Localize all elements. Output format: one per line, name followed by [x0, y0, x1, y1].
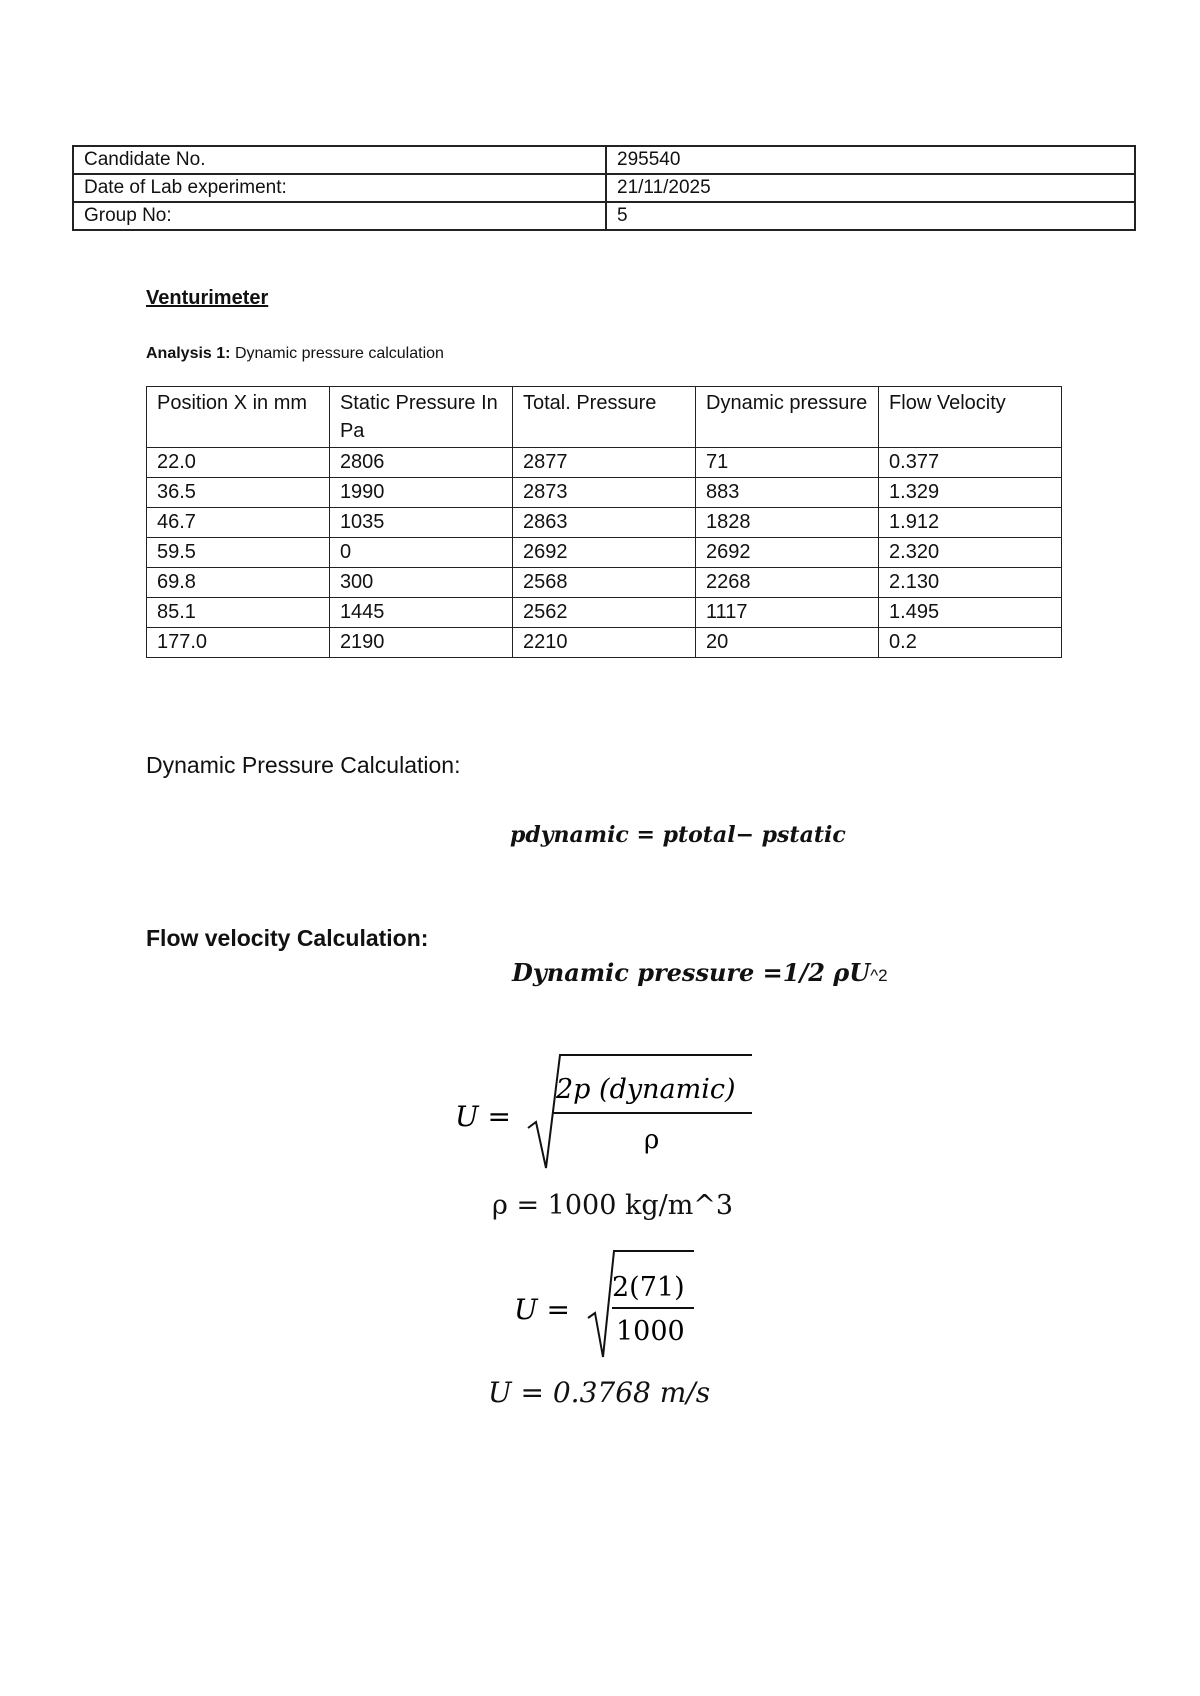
info-value: 5: [606, 202, 1135, 230]
table-cell: 20: [696, 628, 879, 658]
equation-superscript: ^2: [870, 966, 888, 985]
analysis-label: Analysis 1:: [146, 345, 231, 362]
flow-velocity-heading: Flow velocity Calculation:: [146, 925, 429, 951]
table-cell: 1.912: [879, 508, 1062, 538]
table-cell: 0.377: [879, 448, 1062, 478]
table-cell: 46.7: [147, 508, 330, 538]
table-cell: 1.495: [879, 598, 1062, 628]
info-label: Candidate No.: [73, 146, 606, 174]
column-header: Position X in mm: [147, 387, 330, 448]
table-cell: 2562: [512, 598, 695, 628]
column-header: Static Pressure In Pa: [329, 387, 512, 448]
formula-numerator: 2p (dynamic): [556, 1074, 736, 1105]
table-cell: 0.2: [879, 628, 1062, 658]
table-cell: 2268: [696, 568, 879, 598]
dynamic-pressure-equation: pdynamic = ptotal− pstatic: [510, 822, 846, 848]
table-cell: 2692: [512, 538, 695, 568]
table-cell: 2873: [512, 478, 695, 508]
table-cell: 2190: [329, 628, 512, 658]
substitution-lhs: U =: [514, 1293, 570, 1326]
equation-main: Dynamic pressure =1/2 ρU: [512, 958, 871, 987]
column-header: Dynamic pressure: [696, 387, 879, 448]
info-label: Group No:: [73, 202, 606, 230]
table-cell: 22.0: [147, 448, 330, 478]
section-title: Venturimeter: [146, 287, 269, 309]
table-cell: 59.5: [147, 538, 330, 568]
analysis-text: Dynamic pressure calculation: [234, 345, 444, 362]
substitution-denominator: 1000: [616, 1316, 685, 1347]
table-cell: 2.130: [879, 568, 1062, 598]
table-cell: 2568: [512, 568, 695, 598]
table-cell: 85.1: [147, 598, 330, 628]
table-cell: 0: [329, 538, 512, 568]
info-label: Date of Lab experiment:: [73, 174, 606, 202]
column-header: Flow Velocity: [879, 387, 1062, 448]
table-cell: 69.8: [147, 568, 330, 598]
info-value: 295540: [606, 146, 1135, 174]
table-cell: 2863: [512, 508, 695, 538]
velocity-result: U = 0.3768 m/s: [488, 1376, 711, 1409]
density-value: ρ = 1000 kg/m^3: [492, 1190, 734, 1221]
table-cell: 2877: [512, 448, 695, 478]
table-cell: 1117: [696, 598, 879, 628]
table-cell: 1445: [329, 598, 512, 628]
table-cell: 2806: [329, 448, 512, 478]
table-cell: 1990: [329, 478, 512, 508]
table-cell: 2210: [512, 628, 695, 658]
table-cell: 1035: [329, 508, 512, 538]
table-cell: 300: [329, 568, 512, 598]
formula-denominator: ρ: [644, 1125, 660, 1155]
info-value: 21/11/2025: [606, 174, 1135, 202]
table-cell: 1828: [696, 508, 879, 538]
table-cell: 177.0: [147, 628, 330, 658]
table-cell: 36.5: [147, 478, 330, 508]
table-cell: 2692: [696, 538, 879, 568]
table-cell: 1.329: [879, 478, 1062, 508]
sqrt-sign-icon: [528, 1055, 752, 1168]
table-cell: 71: [696, 448, 879, 478]
column-header: Total. Pressure: [512, 387, 695, 448]
substitution-numerator: 2(71): [612, 1272, 685, 1303]
table-cell: 2.320: [879, 538, 1062, 568]
table-cell: 883: [696, 478, 879, 508]
formula-lhs: U =: [455, 1100, 511, 1133]
dynamic-pressure-heading: Dynamic Pressure Calculation:: [146, 752, 461, 778]
